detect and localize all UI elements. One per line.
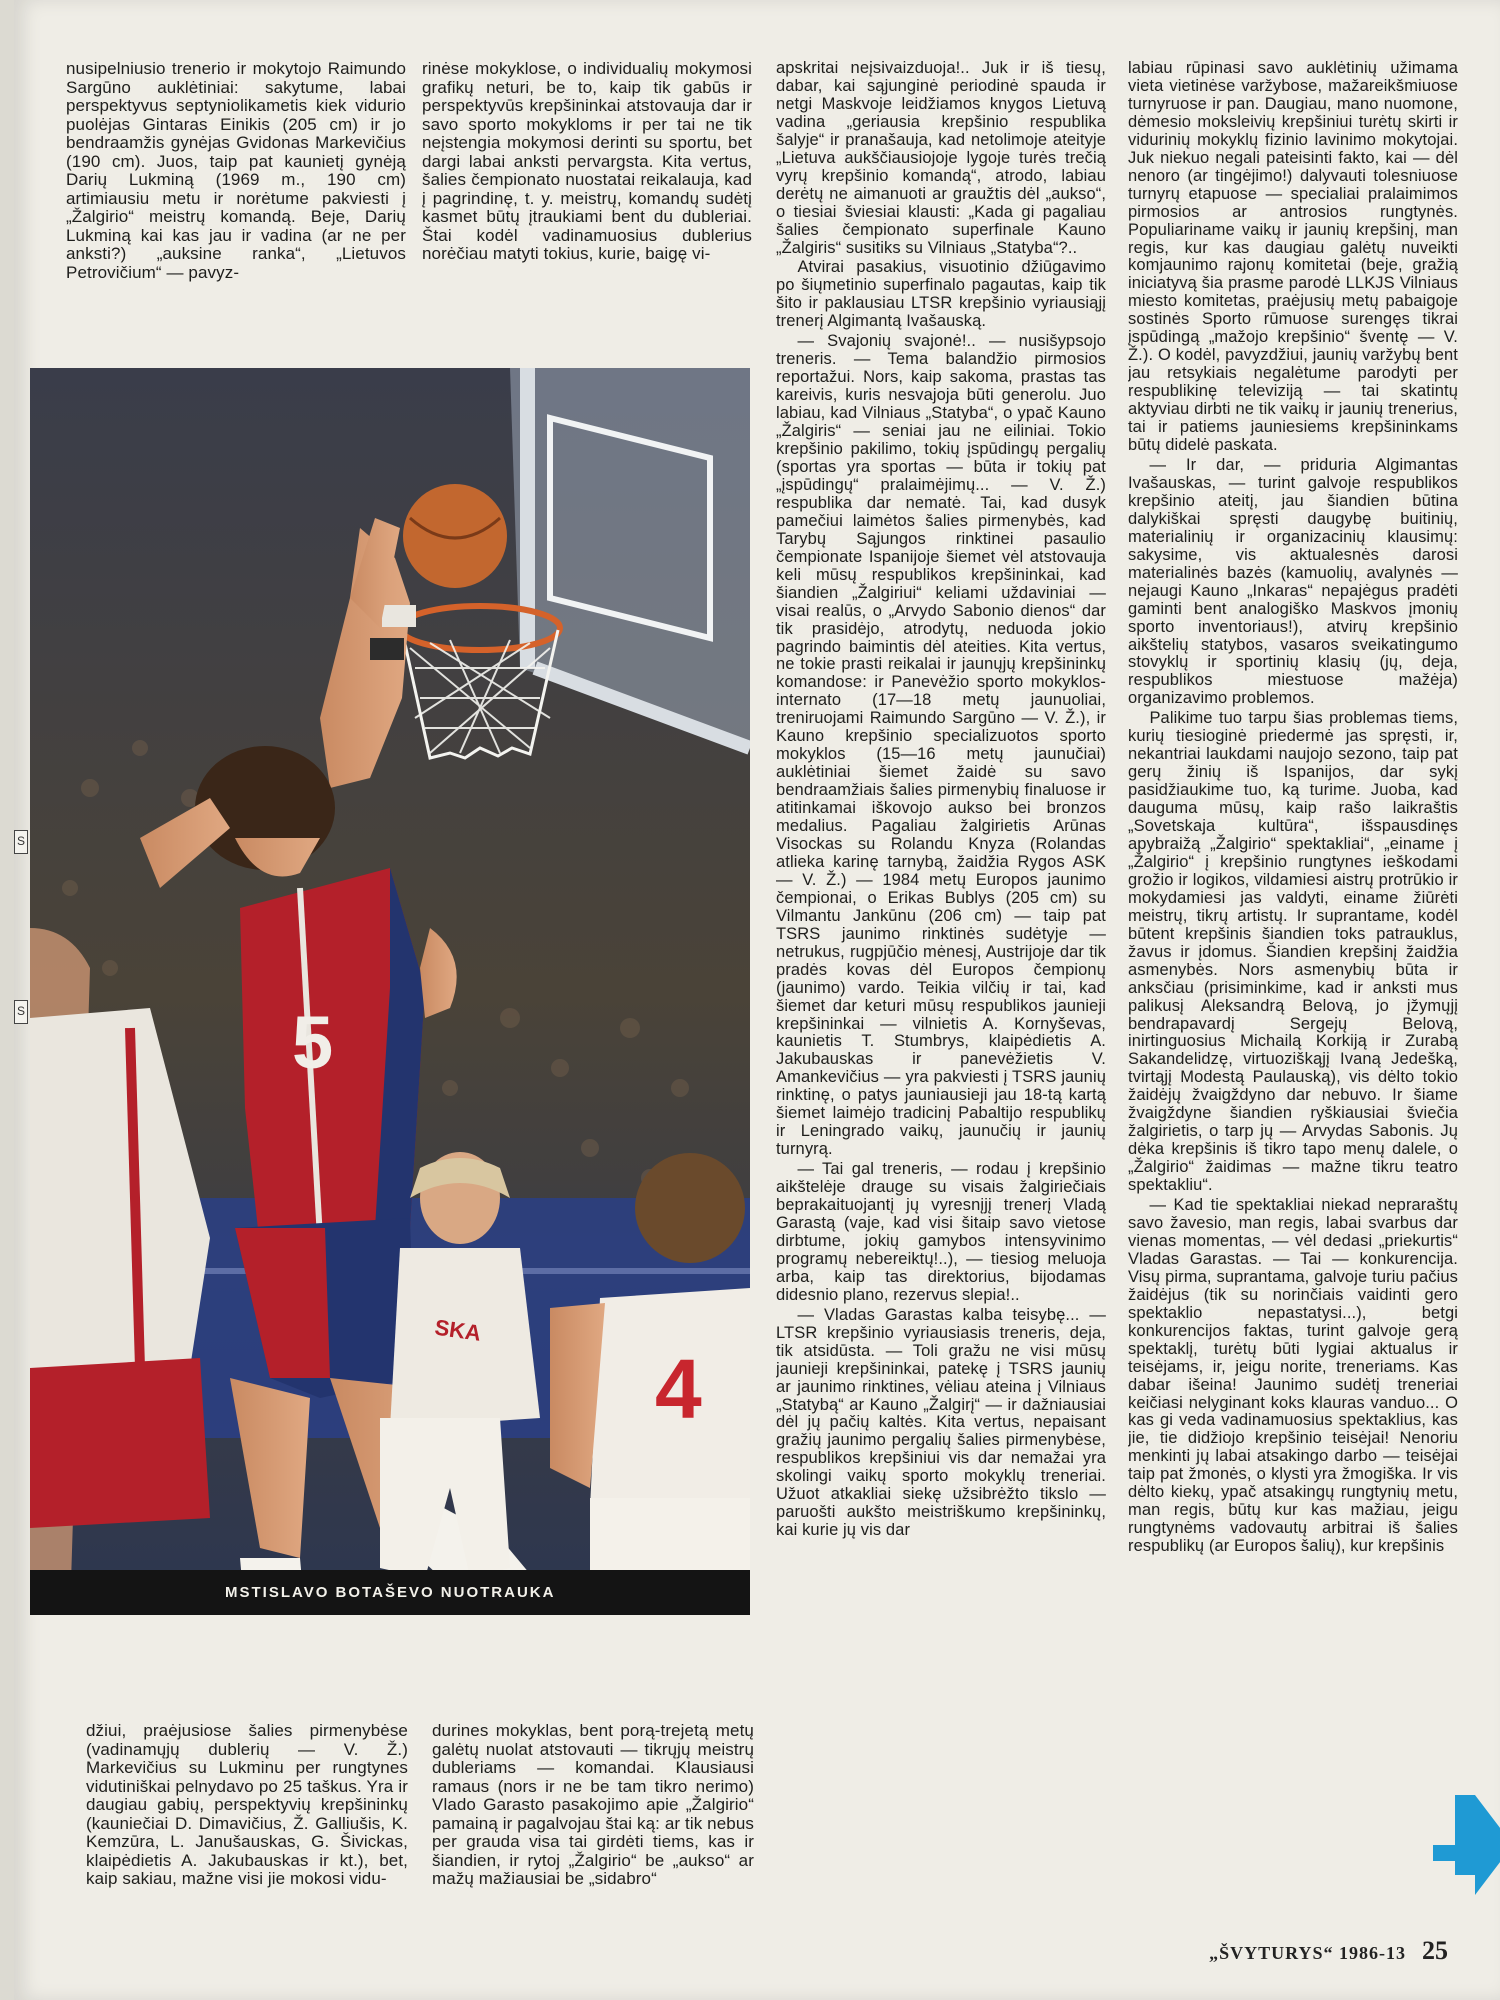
page-footer [1209, 1936, 1448, 1966]
column-2-top [422, 60, 752, 360]
column-2-bottom [432, 1722, 754, 1912]
paragraph: — Ir dar, — priduria Algimantas Ivašauskas, — turint galvoje respublikos krepšinio ateitį, jau šiandien būtina dalykiškai spręsti daugybę buitinių, materialinių ir organizacinių klausimų: sakysime, vis aktualesnės darosi materialinės bazės (kamuolių, avalynės — nejaugi Kauno „Inkaras“ nepajėgus pradėti gaminti bent analogiško Maskvos įmonių sporto inventoriaus!), atvirų krepšinio aikštelių statybos, vasaros sveikatingumo stovyklų ir sportinių klasių (jų, deja, respublikos miestuose mažėja) organizavimo problemos. [1128, 455, 1458, 708]
column-3 [776, 60, 1106, 1892]
paragraph: Palikime tuo tarpu šias problemas tiems, kurių tiesioginė priedermė jas spręsti, ir, nekantriai laukdami naujojo sezono, taip pat gerų žinių iš Ispanijos, dar sykį pasidžiaukime tuo, ką turime. Juoba, kad dauguma mūsų, kaip rašo laikraštis „Sovetskaja kultūra“, išspausdinęs apybraižą „Žalgirio“ spektakliai“, „einame į „Žalgirio“ į krepšinio rungtynes ieškodami grožio ir logikos, vildamiesi aistrų protrūkio ir mokydamiesi jas valdyti, einame žiūrėti meistrų, tikrų artistų. Ir suprantame, kodėl būtent krepšinis šiandien toks patrauklus, žavus ir įdomus. Šiandien krepšinį žaidžia asmenybės. Nors asmenybių būta ir anksčiau (prisiminkime, kad ir anksti mus palikusį Aleksandrą Belovą, jo įžymųjį bendrapavardį Sergejų Belovą, inirtinguosius Michailą Korkiją ir Zurabą Sakandelidzę, virtuoziškąjį Ivaną Jedešką, tvirtąjį Modestą Paulauską), vis dėlto tokio žaidėjų žvaigždyno dar nebuvo. Ir šiame žvaigždyne šiandien ryškiausiai šviečia žalgirietis, o tarp jų — Arvydas Sabonis. Jų dėka krepšinis iš tikro tapo menų dalele, o „Žalgirio“ žaidimas — mažne tikru teatro spektakliu“. [1128, 709, 1458, 1195]
column-1-top [66, 60, 406, 360]
photo-illustration [30, 368, 750, 1615]
magazine-page [14, 0, 1500, 2000]
margin-mark: S [14, 1000, 28, 1024]
jersey-number-white: 4 [655, 1342, 702, 1436]
paragraph: — Kad tie spektakliai niekad nepraraštų savo žavesio, man regis, labai svarbus dar vienas momentas, — vėl dedasi „priekurtis“ Vladas Garastas. — Tai — konkurencija. Visų pirma, suprantama, galvoje turiu pačius žaidėjus (tik su norinčiais vaidinti gero spektaklio nepastatysi...), betgi konkurencijos faktas, turint galvoje gerą spektaklį, turėtų būti lygiai aktualus ir teisėjams, ir, jeigu norite, treneriams. Kas dabar išeina! Jaunimo sudėtį treneriai keičiasi nelyginant koks klauras vanduo... O kas gi veda vadinamuosius spektaklius, kas jie, tie didžiojo krepšinio teisėjai! Nenoriu menkinti jų labai atsakingo darbo — teisėjai taip pat žmonės, o klysti yra žmogiška. Ir vis dėlto kiekų, ypač atsakingų rungtynių metu, man regis, būtų kur kas mažiau, jeigu rungtynėms vadovautų arbitrai iš šalies respublikų (ar Europos šalių), kur krepšinis [1128, 1196, 1458, 1556]
photo-caption-bar [30, 1570, 750, 1615]
paragraph: nusipelniusio trenerio ir mokytojo Raimundo Sargūno auklėtiniai: sakytume, labai perspektyvus septyniolikametis kiek vidurio puolėjas Gintaras Einikis (205 cm) ir jo bendraamžis gynėjas Gvidonas Markevičius (190 cm). Juos, taip pat kaunietį gynėją Darių Lukminą (1969 m., 190 cm) artimiausiu metu ir norėtume pakviesti į „Žalgirio“ meistrų komandą. Beje, Darių Lukminą kai kas jau ir vadina (ar ne per anksti?) „auksine ranka“, „Lietuvos Petrovičium“ — pavyz- [66, 60, 406, 282]
paragraph: Atvirai pasakius, visuotinio džiūgavimo po šiųmetinio superfinalo pagautas, kaip tik šito ir paklausiau LTSR krepšinio vyriausiąjį trenerį Algimantą Ivašauską. [776, 258, 1106, 331]
margin-mark: S [14, 830, 28, 854]
jersey-number-red: 5 [292, 1001, 334, 1084]
basketball-photo [30, 368, 750, 1615]
paragraph: labiau rūpinasi savo auklėtinių užimama vieta vietinėse varžybose, mažareikšmiuose turnyruose ir pan. Daugiau, mano nuomone, dėmesio moksleivių krepšiniui turėtų skirti ir vidurinių mokyklų fizinio lavinimo mokytojai. Juk niekuo negali pateisinti fakto, kai — dėl nenoro (ar tingėjimo!) dalyvauti tolesniuose turnyrų etapuose — specialiai pralaimimos pirmosios ar antrosios rungtynės. Populiariname vaikų ir jaunių krepšinį, man regis, kur kas daugiau galėtų nuveikti komjaunimo rajonų komitetai (beje, gražią iniciatyvą šia prasme parodė LLKJS Vilniaus miesto komitetas, praėjusių metų pabaigoje sostinės Sporto rūmuose surengęs tikrai įspūdingą „mažojo krepšinio“ šventę — V. Ž.). O kodėl, pavyzdžiui, jaunių varžybų bent jau retsykiais negalėtume parodyti per respublikinę televiziją — tai skatintų aktyviau dirbti ne tik vaikų ir jaunių trenerius, tai ir patiems jauniesiems krepšininkams būtų didelė paskata. [1128, 60, 1458, 455]
paragraph: — Svajonių svajonė!.. — nusišypsojo treneris. — Tema balandžio pirmosios reportažui. Nors, kaip sakoma, prastas tas kareivis, kuris nesvajoja būti generolu. Juo labiau, kad Vilniaus „Statyba“, o ypač Kauno „Žalgiris“ — seniai jau ne eiliniai. Tokio krepšinio pakilimo, tokių įspūdingų pergalių (sportas yra sportas — būta ir tokių pat „įspūdingų“ pralaimėjimų... — V. Ž.) respublika dar nematė. Tai, kad dusyk pamečiui laimėtos šalies pirmenybės, kad Tarybų Sąjungos rinktinei pasaulio čempionate Ispanijoje šiemet vėl atstovauja keli mūsų respublikos krepšininkai, kad šiandien „Žalgiriui“ keliami uždaviniai — visai realūs, o „Arvydo Sabonio dienos“ dar tik prasidėjo, atrodytų, neduoda jokio pagrindo baimintis dėl ateities. Kita vertus, ne tokie prasti reikalai ir jaunųjų krepšininkų komandose: ir Panevėžio sporto mokyklos-internato (17—18 metų jaunuoliai, treniruojami Raimundo Sargūno — V. Ž.), ir Kauno krepšinio specializuotos sporto mokyklos (15—16 metų jaunučiai) auklėtiniai šiemet žaidė su savo bendraamžiais šalies pirmenybių finaluose ir atitinkamai iškovojo aukso bei bronzos medalius. Pagaliau žalgirietis Arūnas Visockas su Rolandu Knyza (Rolandas atlieka karinę tarnybą, žaidžia Rygos ASK — V. Ž.) — 1984 metų Europos jaunimo čempionai, o Erikas Bublys (205 cm) su Vilmantu Jankūnu (206 cm) — taip pat TSRS jaunimo rinktinės sudėtyje — netrukus, rugpjūčio mėnesį, Austrijoje dar tik pradės kovas dėl Europos čempionų (jaunimo) vardo. Teikia vilčių ir tai, kad šiemet dar keturi mūsų respublikos jaunieji krepšininkai — vilnietis A. Kornyševas, kaunietis T. Stumbrys, klaipėdietis A. Jakubauskas ir panevėžietis V. Amankevičius — yra pakviesti į TSRS jaunių rinktinę, o patys jauniausieji jau 18-tą kartą šiemet laimėjo tradicinį Pabaltijo respublikų ir Leningrado vaikų, jaunučių ir jaunių turnyrą. [776, 332, 1106, 1159]
paragraph: apskritai neįsivaizduoja!.. Juk ir iš tiesų, dabar, kai sąjunginė periodinė spauda ir netgi Maskvoje leidžiamos knygos Lietuvą vadina „geriausia krepšinio respublika šalyje“ ir pranašauja, kad netolimoje ateityje „Lietuva aukščiausiojoje lygoje turės trečią vyrų krepšinio komandą“, atrodo, labiau derėtų ne aimanuoti ar graužtis dėl „aukso“, o tiesiai šviesiai klausti: „Kada gi pagaliau šalies čempionato superfinale Kauno „Žalgiris“ susitiks su Vilniaus „Statyba“?.. [776, 60, 1106, 257]
paragraph: rinėse mokyklose, o individualių mokymosi grafikų neturi, be to, kaip tik gabūs ir perspektyvūs krepšininkai atstovauja dar ir savo sporto mokykloms ir per tai ne tik neįstengia mokymosi derinti su sportu, bet dargi labai anksti pervargsta. Kita vertus, šalies čempionato nuostatai reikalauja, kad į pagrindinę, t. y. meistrų, komandų sudėtį kasmet būtų įtraukiami bent du dubleriai. Štai kodėl vadinamuosius dublerius norėčiau matyti tokius, kurie, baigę vi- [422, 60, 752, 263]
paragraph: — Tai gal treneris, — rodau į krepšinio aikštelėje drauge su visais žalgiriečiais beprakaituojantį jų vyresnįjį trenerį Vladą Garastą (vaje, kad visi šitaip savo vietose dirbtume, jokių gamybos intensyvinimo programų nebereiktų!..), — tiesiog meluoja arba, kaip tas direktorius, bijodamas didesnio plano, rezervus slepia!.. [776, 1160, 1106, 1304]
paragraph: džiui, praėjusiose šalies pirmenybėse (vadinamųjų dublerių — V. Ž.) Markevičius su Lukminu per rungtynes vidutiniškai pelnydavo po 25 taškus. Yra ir daugiau gabių, perspektyvių krepšininkų (kauniečiai D. Dimavičius, Ž. Galliušis, K. Kemzūra, L. Janušauskas, G. Šivickas, klaipėdietis A. Jakubauskas ir kt.), bet, kaip sakiau, mažne visi jie mokosi vidu- [86, 1722, 408, 1888]
column-4 [1128, 60, 1458, 1892]
continue-arrow-icon [1433, 1795, 1500, 1895]
paragraph: — Vladas Garastas kalba teisybę... — LTSR krepšinio vyriausiasis treneris, deja, tik atsidūsta. — Toli gražu ne visi mūsų jaunieji krepšininkai, patekę į TSRS jaunių ar jaunimo rinktines, vėliau ateina į Vilniaus „Statybą“ ar Kauno „Žalgirį“ — ir dažniausiai dėl jų pačių kaltės. Kita vertus, nepaisant gražių jaunimo pergalių šalies pirmenybėse, respublikos krepšiniui vis dar nemažai yra skolingi vaikų sporto mokyklų treneriai. Užuot atkakliai siekę užsibrėžto tikslo — paruošti aukšto meistriškumo krepšininkų, kai kurie jų vis dar [776, 1305, 1106, 1540]
jersey-text-white: SKA [433, 1314, 483, 1346]
page-number: 25 [1422, 1936, 1448, 1965]
column-1-bottom [86, 1722, 408, 1912]
paragraph: durines mokyklas, bent porą-trejetą metų galėtų nuolat atstovauti — tikrųjų meistrų dubleriams — komandai. Klausiausi ramaus (nors ir ne be tam tikro nerimo) Vlado Garasto pasakojimo apie „Žalgirio“ pamainą ir pagalvojau štai ką: ar tik nebus per grauda visa tai girdėti tiems, kas ir šiandien, ir rytoj „Žalgirio“ be „aukso“ ar mažų mažiausiai be „sidabro“ [432, 1722, 754, 1888]
magazine-issue: „ŠVYTURYS“ 1986-13 [1209, 1943, 1406, 1963]
photo-credit: MSTISLAVO BOTAŠEVO NUOTRAUKA [225, 1584, 556, 1601]
